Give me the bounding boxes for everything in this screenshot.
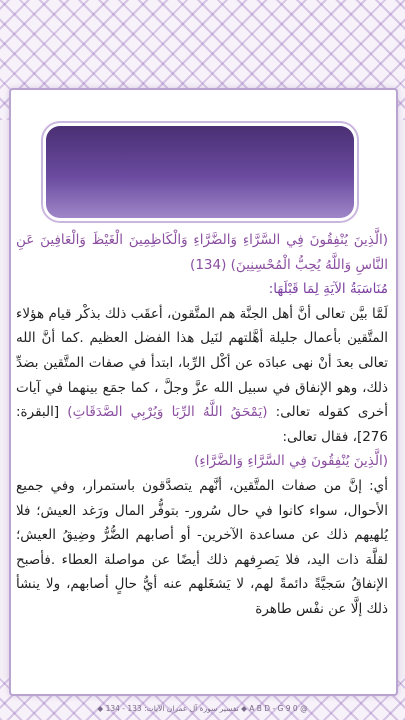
footer-caption: @ A B D - G 9 0 ◆ تفسير سورة آل عمران الآيات: 133 - 134 ◆: [97, 704, 308, 713]
paragraph-1: لَمَّا بيَّن تعالى أنَّ أهل الجنَّة هم المتَّقون، أعقَب ذلك بذكْر قيام هؤلاء المتَّقين بأعمال جليلة أهَّلتهم لنَيل هذا الفضل العظيم .كما أنَّ الله تعالى بعدَ أنْ نهى عبادَه عن أكْل الرِّبا، ابتدأ في صفات المتَّقين بضدِّ ذلك، وهو الإنفاق في سبيل الله عزَّ وجلَّ ، كما جمَع بينهما في آيات أخرى كقوله تعالى:: [16, 305, 389, 421]
paragraph-2: أي: إنَّ من صفات المتَّقين، أنَّهم يتصدَّقون باستمرار، وفي جميع الأحوال، سواء كانوا في حال سُرور- بتوفُّر المال ورَغد العيش؛ فلا يُلهيهم ذلك عن مساعدة الآخرين- أو أصابهم الضُّرُّ وضِيقُ العيش؛ لقلَّة ذات اليد، فلا يَصرِفهم ذلك أيضًا عن مواصلة العطاء .فأصبح الإنفاقُ سَجيَّةً دائمةً لهم، لا يَشغَلهم عنه أيُّ حالٍ أصابهم، ولا ينشأ ذلك إلَّا عن نفْس طاهرة: [16, 477, 388, 617]
verse-reference: [البقرة: 276]، فقال تعالى:: [16, 404, 388, 445]
verse-quote-3: (الَّذِينَ يُنْفِقُونَ فِي السَّرَّاءِ وَالضَّرَّاءِ): [194, 453, 388, 470]
tafsir-text: [16, 228, 388, 622]
section-heading: مُنَاسَبَةُ الآيَةِ لِمَا قَبْلَهَا:: [268, 281, 388, 298]
verse-quote: (الَّذِينَ يُنْفِقُونَ فِي السَّرَّاءِ وَالضَّرَّاءِ وَالْكَاظِمِينَ الْغَيْظَ وَالْعَافِينَ عَنِ النَّاسِ وَاللَّهُ يُحِبُّ الْمُحْسِنِينَ) (134): [16, 232, 388, 273]
verse-quote-2: (يَمْحَقُ اللَّهُ الرِّبَا وَيُرْبِي الصَّدَقَاتِ): [67, 404, 268, 421]
header-banner: [46, 126, 354, 218]
